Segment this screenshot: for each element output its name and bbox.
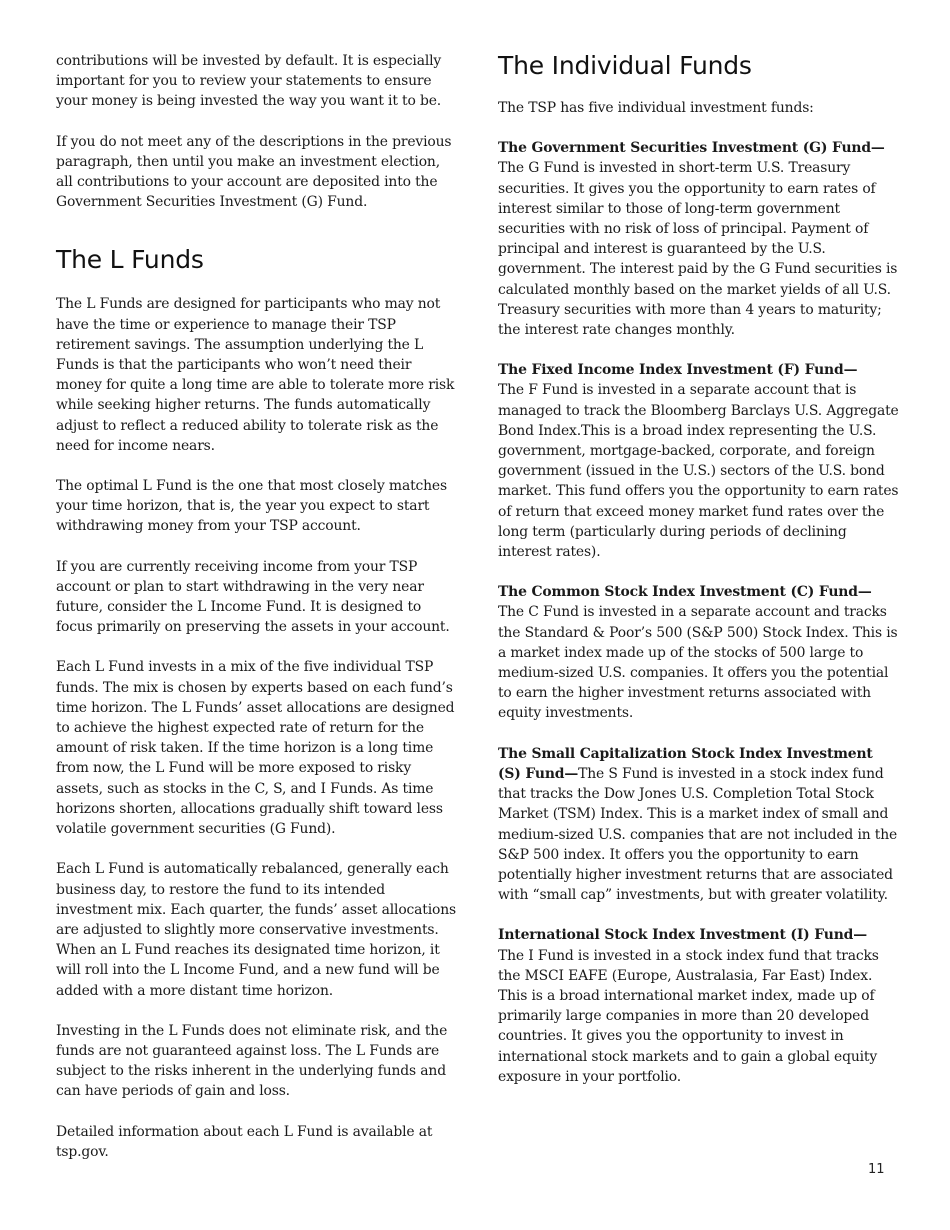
fund-g-text: The G Fund is invested in short-term U.S. Treasury securities. It gives you the opportunity to earn rates of interest similar to those of long-term government securities with no risk of loss of principal. Payment of principal and interest is guaranteed by the U.S. government. The interest paid by the G Fund securities is calculated monthly based on the market yields of all U.S. Treasury securities with more than 4 years to maturity; the interest rate changes monthly. bbox=[498, 160, 898, 339]
intro-paragraph-2: If you do not meet any of the descriptions in the previous paragraph, then until you make an investment election, all contributions to your account are deposited into the Government Securities Investment (G) Fund. bbox=[56, 133, 452, 211]
fund-c-description bbox=[498, 582, 900, 723]
l-funds-paragraph-3: If you are currently receiving income from your TSP account or plan to start withdrawing in the very near future, consider the L Income Fund. It is designed to focus primarily on preserving the assets in your account. bbox=[56, 558, 450, 636]
l-funds-paragraph-5: Each L Fund is automatically rebalanced, generally each business day, to restore the fund to its intended investment mix. Each quarter, the funds’ asset allocations are adjusted to slightly more conservative investments. When an L Fund reaches its designated time horizon, it will roll into the L Income Fund, and a new fund will be added with a more distant time horizon. bbox=[56, 861, 457, 999]
fund-c-text: The C Fund is invested in a separate account and tracks the Standard & Poor’s 500 (S&P 500) Stock Index. This is a market index made up of the stocks of 500 large to medium-sized U.S. companies. It offers you the potential to earn the higher investment returns associated with equity investments. bbox=[498, 604, 898, 722]
l-funds-paragraph-2: The optimal L Fund is the one that most closely matches your time horizon, that is, the year you expect to start withdrawing money from your TSP account. bbox=[56, 478, 447, 535]
l-funds-paragraph-1: The L Funds are designed for participants who may not have the time or experience to manage their TSP retirement savings. The assumption underlying the L Funds is that the participants who won’t need their money for quite a long time are able to tolerate more risk while seeking higher returns. The funds automatically adjust to reflect a reduced ability to tolerate risk as the need for income nears. bbox=[56, 296, 455, 454]
l-funds-paragraph-6: Investing in the L Funds does not eliminate risk, and the funds are not guaranteed against loss. The L Funds are subject to the risks inherent in the underlying funds and can have periods of gain and loss. bbox=[56, 1022, 448, 1100]
page-number: 11 bbox=[868, 1162, 885, 1177]
fund-f-title: The Fixed Income Index Investment (F) Fund— bbox=[498, 362, 858, 379]
fund-i-title: International Stock Index Investment (I) Fund— bbox=[498, 927, 867, 944]
fund-i-description bbox=[498, 925, 900, 1087]
fund-g-description bbox=[498, 138, 900, 340]
fund-g-title: The Government Securities Investment (G) Fund— bbox=[498, 140, 885, 157]
left-column bbox=[56, 51, 456, 1162]
fund-s-description bbox=[498, 744, 900, 906]
l-funds-paragraph-7: Detailed information about each L Fund is available at tsp.gov. bbox=[56, 1123, 433, 1160]
individual-funds-heading: The Individual Funds bbox=[498, 51, 752, 80]
fund-c-title: The Common Stock Index Investment (C) Fund— bbox=[498, 584, 872, 601]
right-column bbox=[498, 50, 900, 1087]
l-funds-heading: The L Funds bbox=[56, 245, 204, 275]
fund-s-title: The Small Capitalization Stock Index Investment (S) Fund— bbox=[498, 745, 873, 782]
fund-i-text: The I Fund is invested in a stock index fund that tracks the MSCI EAFE (Europe, Australasia, Far East) Index. This is a broad international market index, made up of primarily large companies in more than 20 developed countries. It gives you the opportunity to invest in international stock markets and to gain a global equity exposure in your portfolio. bbox=[498, 947, 879, 1085]
l-funds-paragraph-4: Each L Fund invests in a mix of the five individual TSP funds. The mix is chosen by experts based on each fund’s time horizon. The L Funds’ asset allocations are designed to achieve the highest expected rate of return for the amount of risk taken. If the time horizon is a long time from now, the L Fund will be more exposed to risky assets, such as stocks in the C, S, and I Funds. As time horizons shorten, allocations gradually shift toward less volatile government securities (G Fund). bbox=[56, 659, 455, 838]
intro-paragraph-1: contributions will be invested by default. It is especially important for you to review your statements to ensure your money is being invested the way you want it to be. bbox=[56, 53, 442, 110]
fund-s-text: The S Fund is invested in a stock index fund that tracks the Dow Jones U.S. Completion Total Stock Market (TSM) Index. This is a market index of small and medium-sized U.S. companies that are not included in the S&P 500 index. It offers you the opportunity to earn potentially higher investment returns that are associated with “small cap” investments, but with greater volatility. bbox=[498, 765, 898, 904]
fund-f-text: The F Fund is invested in a separate account that is managed to track the Bloomberg Barclays U.S. Aggregate Bond Index.This is a broad index representing the U.S. government, mortgage-backed, corporate, and foreign government (issued in the U.S.) sectors of the U.S. bond market. This fund offers you the opportunity to earn rates of return that exceed money market fund rates over the long term (particularly during periods of declining interest rates). bbox=[498, 382, 899, 561]
individual-funds-intro: The TSP has five individual investment funds: bbox=[498, 100, 814, 116]
fund-f-description bbox=[498, 360, 900, 562]
